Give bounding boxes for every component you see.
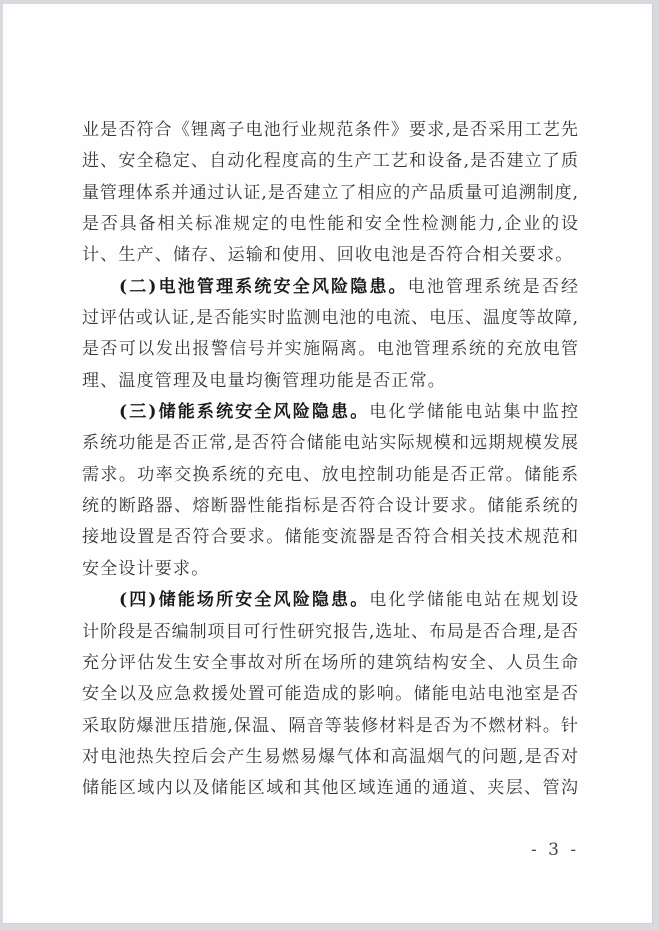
text-line <box>82 522 578 553</box>
line-body: 系统功能是否正常,是否符合储能电站实际规模和远期规模发展 <box>82 433 578 454</box>
text-line <box>82 240 578 271</box>
section-heading: (二)电池管理系统安全风险隐患。 <box>119 276 408 297</box>
line-body: 进、安全稳定、自动化程度高的生产工艺和设备,是否建立了质 <box>82 151 578 172</box>
document-text-block <box>82 115 578 805</box>
text-line-section-2 <box>82 272 578 303</box>
line-body: 业是否符合《锂离子电池行业规范条件》要求,是否采用工艺先 <box>82 120 578 140</box>
line-body: 采取防爆泄压措施,保温、隔音等装修材料是否为不燃材料。针 <box>82 715 578 736</box>
page-number: - 3 - <box>531 840 580 860</box>
text-line-section-3 <box>82 397 578 428</box>
text-line <box>82 648 578 679</box>
text-line <box>82 742 578 773</box>
line-body: 是否具备相关标准规定的电性能和安全性检测能力,企业的设 <box>82 214 578 235</box>
line-body: 接地设置是否符合要求。储能变流器是否符合相关技术规范和 <box>82 527 578 548</box>
text-line <box>82 554 578 585</box>
text-line <box>82 460 578 491</box>
text-line <box>82 428 578 459</box>
text-line <box>82 115 578 146</box>
text-line <box>82 146 578 177</box>
section-heading: (四)储能场所安全风险隐患。 <box>119 590 370 611</box>
line-body: 过评估或认证,是否能实时监测电池的电流、电压、温度等故障, <box>82 308 578 329</box>
text-line <box>82 491 578 522</box>
line-body: 电池管理系统是否经 <box>407 276 578 297</box>
text-line <box>82 711 578 742</box>
text-line <box>82 366 578 397</box>
text-line <box>82 209 578 240</box>
text-line <box>82 178 578 209</box>
line-body: 计、生产、储存、运输和使用、回收电池是否符合相关要求。 <box>82 245 574 266</box>
document-page <box>3 4 653 924</box>
line-body: 理、温度管理及电量均衡管理功能是否正常。 <box>82 370 446 391</box>
text-line <box>82 334 578 365</box>
line-body: 充分评估发生安全事故对所在场所的建筑结构安全、人员生命 <box>82 652 578 673</box>
line-body: 安全设计要求。 <box>82 558 210 579</box>
line-body: 电化学储能电站在规划设 <box>369 590 578 611</box>
text-line <box>82 773 578 804</box>
line-body: 量管理体系并通过认证,是否建立了相应的产品质量可追溯制度, <box>82 182 578 203</box>
text-line-section-4 <box>82 585 578 616</box>
line-body: 是否可以发出报警信号并实施隔离。电池管理系统的充放电管 <box>82 339 578 360</box>
text-line <box>82 679 578 710</box>
line-body: 电化学储能电站集中监控 <box>369 402 578 423</box>
line-body: 计阶段是否编制项目可行性研究报告,选址、布局是否合理,是否 <box>82 621 578 642</box>
line-body: 统的断路器、熔断器性能指标是否符合设计要求。储能系统的 <box>82 496 578 517</box>
line-body: 安全以及应急救援处置可能造成的影响。储能电站电池室是否 <box>82 684 578 705</box>
line-body: 需求。功率交换系统的充电、放电控制功能是否正常。储能系 <box>82 464 578 485</box>
text-line <box>82 303 578 334</box>
line-body: 储能区域内以及储能区域和其他区域连通的通道、夹层、管沟 <box>82 778 578 799</box>
line-body: 对电池热失控后会产生易燃易爆气体和高温烟气的问题,是否对 <box>82 746 578 767</box>
text-line <box>82 617 578 648</box>
section-heading: (三)储能系统安全风险隐患。 <box>119 402 370 423</box>
